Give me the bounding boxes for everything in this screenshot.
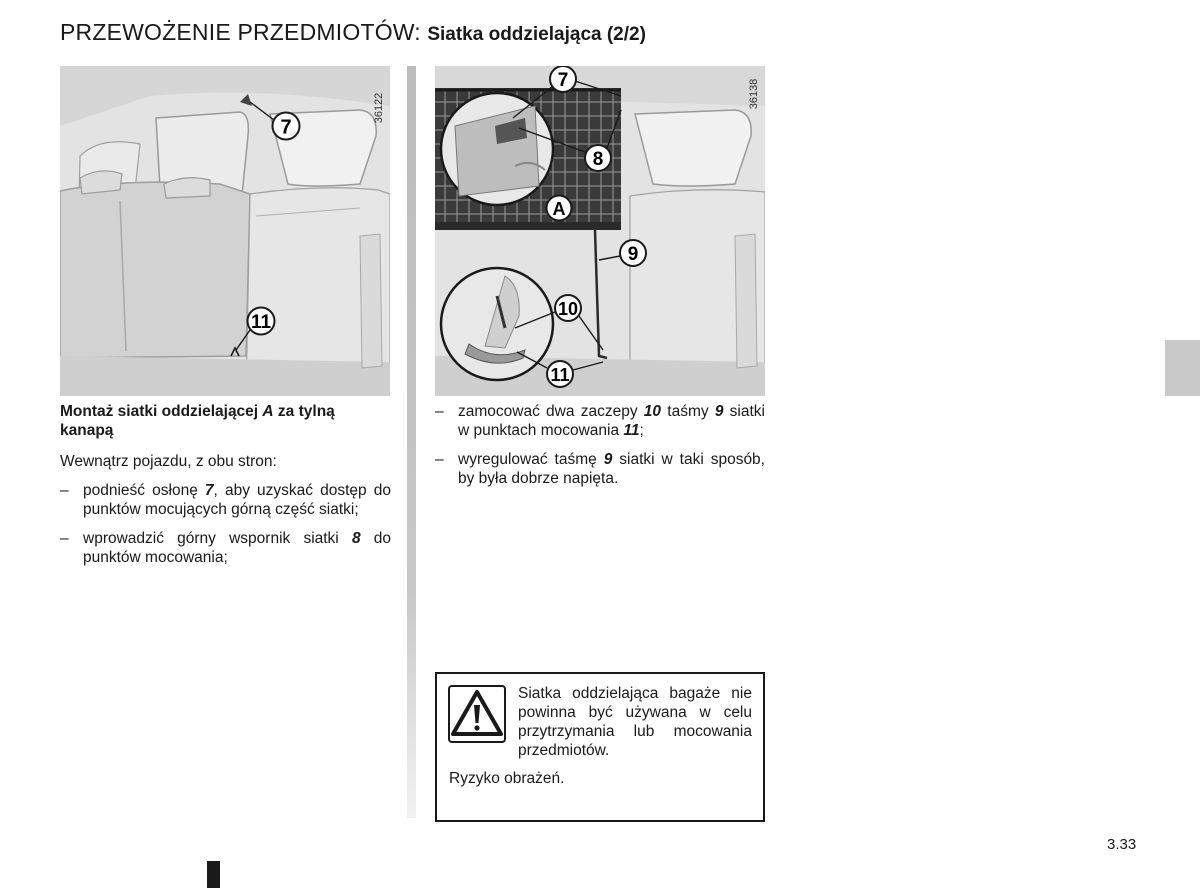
title-sub: Siatka oddzielająca (2/2) [427, 24, 646, 45]
bullet-dash: – [60, 530, 69, 547]
callout-A-label: A [552, 199, 566, 219]
right-column-text [435, 402, 765, 498]
callout-7-left-label: 7 [280, 116, 292, 139]
figure-right-net-fitting [435, 66, 765, 396]
callout-A [547, 196, 572, 221]
callout-8-label: 8 [592, 149, 604, 170]
bullet-text-part: taśmy [661, 403, 715, 420]
left-bullet-1 [60, 481, 391, 519]
callout-11-right-label: 11 [550, 365, 570, 385]
heading-part-a: Montaż siatki oddzielającej [60, 403, 263, 420]
column-divider [407, 66, 416, 818]
heading-part-b: A [262, 403, 274, 420]
bullet-text [458, 402, 765, 440]
chapter-tab [1165, 340, 1200, 396]
callout-11-left-label: 11 [250, 312, 272, 333]
bullet-text-part: siatki w punktach mocowania [458, 403, 765, 439]
bullet-dash: – [435, 451, 444, 468]
bullet-text-part: podnieść osłonę [83, 482, 205, 499]
section-heading [60, 402, 391, 440]
bullet-text-part: wyregulować taśmę [458, 451, 604, 468]
inset-top-bracket [441, 93, 553, 205]
net-fitting-illustration [435, 66, 765, 396]
bullet-text [83, 529, 391, 567]
binding-mark [207, 861, 220, 888]
bullet-ref: 7 [204, 482, 214, 499]
figure-left-trunk-hook [60, 66, 390, 396]
inset-bottom-hook [441, 268, 553, 380]
figure-left-code: 36122 [373, 92, 385, 124]
bullet-ref: 8 [351, 530, 361, 547]
bullet-text [458, 450, 765, 488]
bullet-text-part: siatki w taki sposób, by była dobrze napięta. [458, 451, 765, 487]
bullet-ref: 9 [714, 403, 724, 420]
page-title [60, 19, 646, 46]
callout-7-right-label: 7 [557, 70, 569, 91]
left-bullet-2 [60, 529, 391, 567]
bullet-ref: 10 [643, 403, 662, 420]
right-bullet-2 [435, 450, 765, 488]
title-main: PRZEWOŻENIE PRZEDMIOTÓW: [60, 19, 421, 45]
intro-paragraph: Wewnątrz pojazdu, z obu stron: [60, 453, 277, 470]
bullet-ref: 9 [603, 451, 613, 468]
bullet-text-part: do punktów mocowania; [83, 530, 391, 566]
bullet-text-part: wprowadzić górny wspornik siatki [83, 530, 352, 547]
warning-text: Siatka oddzielająca bagaże nie powinna być używana w celu przytrzymania lub mocowania przedmiotów. [518, 685, 752, 759]
callout-10-label: 10 [557, 299, 579, 319]
warning-risk: Ryzyko obrażeń. [449, 770, 565, 787]
bullet-text-part: , aby uzyskać dostęp do punktów mocujących górną część siatki; [83, 482, 391, 518]
callout-9-label: 9 [627, 244, 639, 265]
bullet-text-part: zamocować dwa zaczepy [458, 403, 644, 420]
warning-triangle-icon [448, 685, 506, 743]
bullet-dash: – [60, 482, 69, 499]
bullet-text [83, 481, 391, 519]
trunk-interior-illustration [60, 66, 390, 396]
bullet-ref: 11 [623, 422, 640, 439]
bullet-text-part: ; [639, 422, 644, 439]
bullet-dash: – [435, 403, 444, 420]
right-bullet-1 [435, 402, 765, 440]
figure-right-code: 36138 [748, 78, 760, 110]
warning-box [435, 672, 765, 822]
page-number: 3.33 [1107, 836, 1137, 853]
left-column-text [60, 402, 391, 577]
heading-part-c: za tylną kanapą [60, 403, 335, 439]
